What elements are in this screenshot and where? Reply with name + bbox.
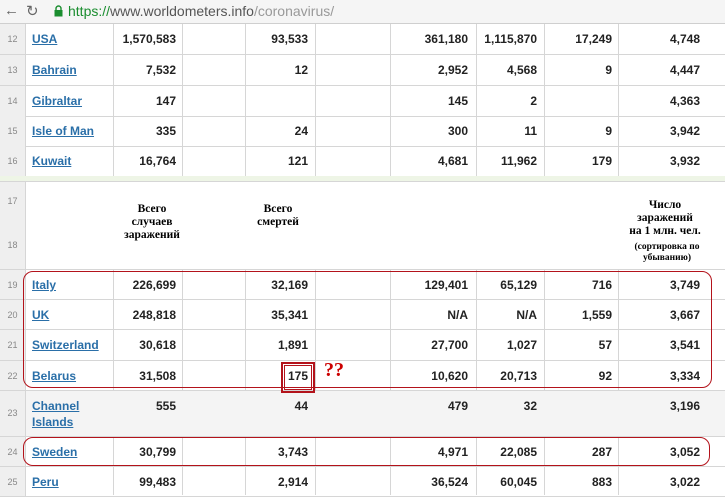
cell-recovered: 4,971 — [437, 445, 468, 459]
country-link[interactable]: Kuwait — [32, 154, 72, 168]
cell-deaths: 32,169 — [271, 278, 308, 292]
cell-deaths: 44 — [294, 399, 308, 413]
question-marks-annotation: ?? — [324, 359, 344, 381]
cell-recovered: 4,681 — [437, 154, 468, 168]
country-link[interactable]: USA — [32, 32, 58, 46]
country-link[interactable]: UK — [32, 308, 50, 322]
cell-per-million: 3,541 — [669, 338, 700, 352]
cell-critical: 716 — [591, 278, 612, 292]
cell-critical: 1,559 — [581, 308, 612, 322]
row-number: 19 — [0, 270, 26, 299]
lock-icon — [54, 5, 63, 17]
cell-per-million: 4,748 — [669, 32, 700, 46]
cell-active: 11,962 — [500, 154, 537, 168]
row-number: 21 — [0, 330, 26, 360]
cell-critical: 9 — [605, 124, 612, 138]
cell-per-million: 3,052 — [669, 445, 700, 459]
annotation-per-million: Число заражений на 1 млн. чел. — [629, 199, 701, 237]
cell-deaths: 175 — [287, 369, 308, 383]
back-arrow-icon[interactable]: ← — [4, 2, 19, 19]
cell-active: 1,115,870 — [484, 32, 537, 46]
cell-recovered: 479 — [447, 399, 468, 413]
cell-per-million: 3,932 — [669, 154, 700, 168]
table-row — [0, 467, 725, 497]
cell-cases: 31,508 — [139, 369, 176, 383]
country-link[interactable]: Sweden — [32, 445, 78, 459]
cell-per-million: 4,363 — [669, 94, 700, 108]
cell-deaths: 24 — [294, 124, 308, 138]
cell-deaths: 121 — [287, 154, 308, 168]
cell-per-million: 3,022 — [669, 475, 700, 489]
cell-recovered: 36,524 — [431, 475, 468, 489]
cell-active: 22,085 — [500, 445, 537, 459]
country-link[interactable]: Italy — [32, 278, 57, 292]
country-link[interactable]: Peru — [32, 475, 59, 489]
cell-active: 20,713 — [500, 369, 537, 383]
cell-active: 2 — [530, 94, 537, 108]
row-number: 16 — [0, 146, 26, 176]
cell-cases: 16,764 — [139, 154, 176, 168]
cell-per-million: 3,334 — [669, 369, 700, 383]
country-link[interactable]: Isle of Man — [32, 124, 95, 138]
cell-cases: 555 — [155, 399, 176, 413]
row-number: 22 — [0, 361, 26, 390]
highlight-belarus-deaths-box — [281, 362, 315, 393]
cell-critical: 92 — [598, 369, 612, 383]
cell-deaths: 2,914 — [277, 475, 308, 489]
cell-critical: 9 — [605, 63, 612, 77]
cell-active: 4,568 — [506, 63, 537, 77]
cell-cases: 30,618 — [139, 338, 176, 352]
row-number: 24 — [0, 437, 26, 466]
annotation-total-deaths: Всего смертей — [257, 203, 299, 228]
cell-critical: 287 — [591, 445, 612, 459]
country-link[interactable]: Channel Islands — [32, 399, 80, 429]
cell-cases: 147 — [155, 94, 176, 108]
row-number: 12 — [0, 24, 26, 54]
cell-recovered: 27,700 — [431, 338, 468, 352]
annotation-total-cases: Всего случаев заражений — [124, 203, 180, 241]
browser-address-bar — [0, 0, 725, 24]
cell-active: 32 — [523, 399, 537, 413]
cell-cases: 99,483 — [139, 475, 176, 489]
highlight-group-italy-belarus — [23, 271, 712, 388]
cell-per-million: 4,447 — [669, 63, 700, 77]
cell-cases: 335 — [155, 124, 176, 138]
cell-recovered: 145 — [447, 94, 468, 108]
cell-recovered: 129,401 — [424, 278, 468, 292]
cell-recovered: 300 — [447, 124, 468, 138]
row-number: 25 — [0, 467, 26, 496]
row-number: 17 18 — [0, 182, 26, 269]
cell-critical: 179 — [591, 154, 612, 168]
cell-per-million: 3,667 — [669, 308, 700, 322]
cell-critical: 17,249 — [575, 32, 612, 46]
reload-icon[interactable]: ↻ — [26, 3, 39, 20]
cell-active: 11 — [524, 124, 537, 138]
table-row — [0, 55, 725, 86]
cell-active: N/A — [516, 308, 537, 322]
cell-cases: 226,699 — [132, 278, 176, 292]
table-row — [0, 86, 725, 117]
table-row — [0, 146, 725, 177]
cell-cases: 30,799 — [139, 445, 176, 459]
cell-cases: 7,532 — [145, 63, 176, 77]
table-row — [0, 24, 725, 55]
row-number: 13 — [0, 55, 26, 85]
cell-per-million: 3,196 — [669, 399, 700, 413]
cell-critical: 883 — [591, 475, 612, 489]
country-link[interactable]: Bahrain — [32, 63, 77, 77]
row-number: 14 — [0, 86, 26, 116]
cell-active: 65,129 — [500, 278, 537, 292]
cell-recovered: 2,952 — [437, 63, 468, 77]
cell-deaths: 3,743 — [277, 445, 308, 459]
row-number: 20 — [0, 300, 26, 329]
row-number: 15 — [0, 116, 26, 146]
cell-cases: 248,818 — [132, 308, 176, 322]
table-row — [0, 116, 725, 147]
highlight-sweden-row — [23, 437, 710, 466]
url-field[interactable]: https://www.worldometers.info/coronavirus/ — [68, 3, 335, 19]
cell-recovered: 10,620 — [431, 369, 468, 383]
cell-deaths: 35,341 — [271, 308, 308, 322]
country-link[interactable]: Gibraltar — [32, 94, 83, 108]
table-row — [0, 391, 725, 437]
cell-active: 1,027 — [506, 338, 537, 352]
cell-critical: 57 — [598, 338, 612, 352]
cell-recovered: 361,180 — [424, 32, 468, 46]
cell-deaths: 93,533 — [271, 32, 308, 46]
cell-per-million: 3,749 — [669, 278, 700, 292]
cell-deaths: 1,891 — [277, 338, 308, 352]
country-link[interactable]: Switzerland — [32, 338, 99, 352]
cell-cases: 1,570,583 — [122, 32, 176, 46]
cell-per-million: 3,942 — [669, 124, 700, 138]
cell-recovered: N/A — [447, 308, 468, 322]
annotation-sort-note: (сортировка по убыванию) — [634, 242, 700, 263]
cell-active: 60,045 — [500, 475, 537, 489]
row-number: 23 — [0, 391, 26, 436]
country-link[interactable]: Belarus — [32, 369, 77, 383]
cell-deaths: 12 — [294, 63, 308, 77]
